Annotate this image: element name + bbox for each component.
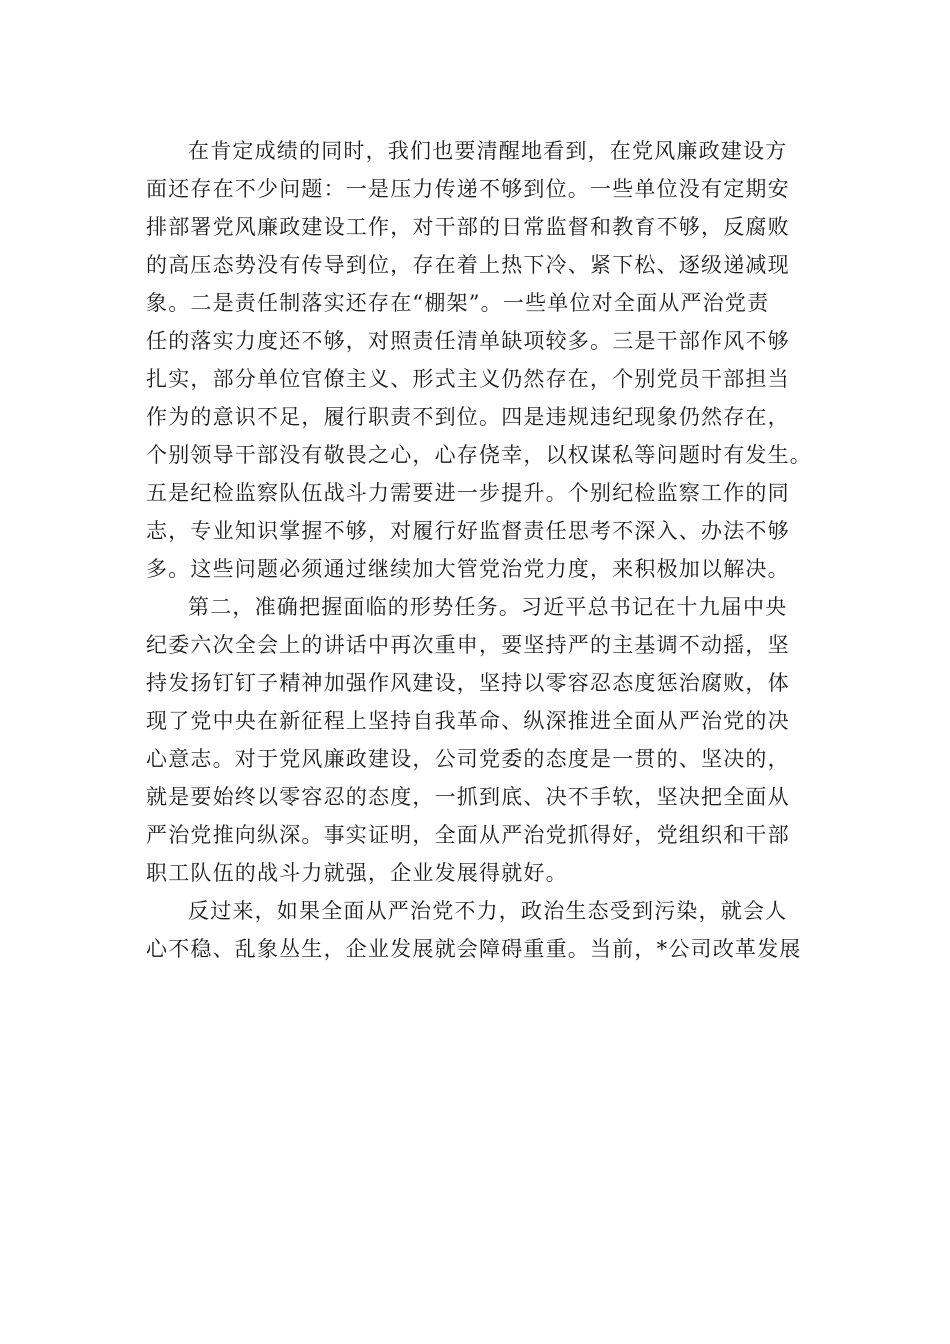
paragraph-line: 排部署党风廉政建设工作，对干部的日常监督和教育不够，反腐败 (146, 215, 790, 239)
paragraph-line: 的高压态势没有传导到位，存在着上热下冷、紧下松、逐级递减现 (146, 253, 790, 277)
paragraph-1 (146, 132, 812, 588)
paragraph-line: 面还存在不少问题：一是压力传递不够到位。一些单位没有定期安 (146, 177, 790, 201)
paragraph-line: 心意志。对于党风廉政建设，公司党委的态度是一贯的、坚决的， (146, 747, 790, 771)
paragraph-line: 扎实，部分单位官僚主义、形式主义仍然存在，个别党员干部担当 (146, 367, 790, 391)
paragraph-line: 严治党推向纵深。事实证明，全面从严治党抓得好，党组织和干部 (146, 823, 790, 847)
paragraph-line: 第二，准确把握面临的形势任务。习近平总书记在十九届中央 (188, 595, 788, 619)
paragraph-line: 志，专业知识掌握不够，对履行好监督责任思考不深入、办法不够 (146, 519, 790, 543)
paragraph-line: 多。这些问题必须通过继续加大管党治党力度，来积极加以解决。 (146, 557, 790, 581)
paragraph-3 (146, 892, 806, 968)
paragraph-line: 持发扬钉钉子精神加强作风建设，坚持以零容忍态度惩治腐败，体 (146, 671, 790, 695)
paragraph-2 (146, 588, 806, 892)
paragraph-line: 在肯定成绩的同时，我们也要清醒地看到，在党风廉政建设方 (188, 139, 788, 163)
document-body (146, 132, 812, 968)
paragraph-line: 个别领导干部没有敬畏之心，心存侥幸，以权谋私等问题时有发生。 (146, 443, 812, 467)
paragraph-line: 任的落实力度还不够，对照责任清单缺项较多。三是干部作风不够 (146, 329, 790, 353)
paragraph-line: 就是要始终以零容忍的态度，一抓到底、决不手软，坚决把全面从 (146, 785, 790, 809)
paragraph-line: 五是纪检监察队伍战斗力需要进一步提升。个别纪检监察工作的同 (146, 481, 790, 505)
paragraph-line: 职工队伍的战斗力就强，企业发展得就好。 (146, 861, 568, 885)
paragraph-line: 心不稳、乱象丛生，企业发展就会障碍重重。当前，*公司改革发展 (146, 937, 802, 961)
paragraph-line: 作为的意识不足，履行职责不到位。四是违规违纪现象仍然存在， (146, 405, 790, 429)
paragraph-line: 反过来，如果全面从严治党不力，政治生态受到污染，就会人 (188, 899, 788, 923)
paragraph-line: 象。二是责任制落实还存在“棚架”。一些单位对全面从严治党责 (146, 291, 770, 315)
paragraph-line: 纪委六次全会上的讲话中再次重申，要坚持严的主基调不动摇，坚 (146, 633, 790, 657)
paragraph-line: 现了党中央在新征程上坚持自我革命、纵深推进全面从严治党的决 (146, 709, 790, 733)
